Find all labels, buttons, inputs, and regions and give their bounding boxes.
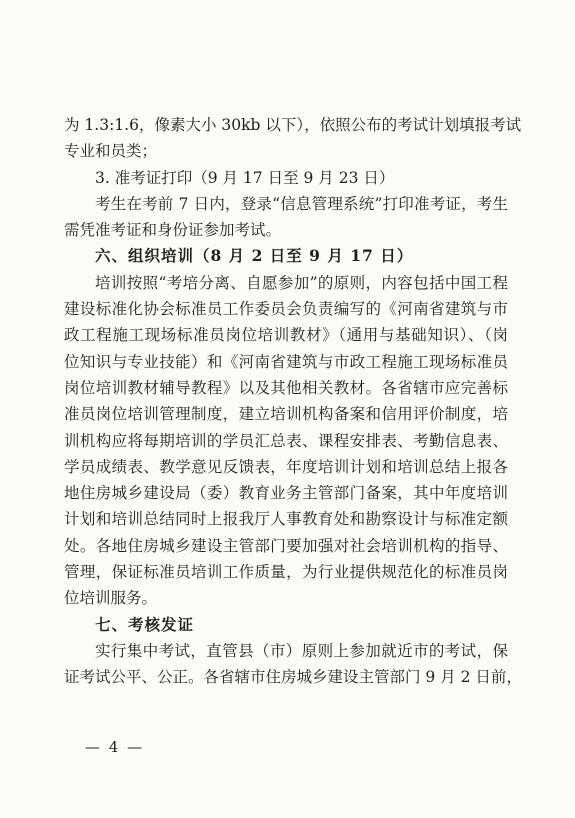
subsection-heading: 3. 准考证打印（9 月 17 日至 9 月 23 日）: [95, 168, 395, 187]
text-line: 建设标准化协会标准员工作委员会负责编写的《河南省建筑与市: [64, 300, 508, 319]
text-line: 计划和培训总结同时上报我厅人事教育处和勘察设计与标准定额: [64, 510, 508, 529]
section-heading-7: 七、考核发证: [95, 614, 195, 634]
text-line: 准员岗位培训管理制度，建立培训机构备案和信用评价制度，培: [64, 405, 508, 424]
document-body: [64, 112, 522, 691]
text-line: 实行集中考试，直管县（市）原则上参加就近市的考试，保: [95, 641, 508, 660]
section-heading-6: 六、组织培训（8 月 2 日至 9 月 17 日）: [95, 246, 414, 266]
text-line: 训机构应将每期培训的学员汇总表、课程安排表、考勤信息表、: [64, 431, 508, 450]
text-line: 政工程施工现场标准员岗位培训教材》（通用与基础知识）、（岗: [64, 326, 508, 345]
text-line: 专业和员类；: [64, 142, 158, 161]
text-line: 培训按照“考培分离、自愿参加”的原则，内容包括中国工程: [95, 273, 508, 292]
text-line: 地住房城乡建设局（委）教育业务主管部门备案，其中年度培训: [64, 484, 508, 503]
text-line: 处。各地住房城乡建设主管部门要加强对社会培训机构的指导、: [64, 536, 508, 555]
text-line: 管理，保证标准员培训工作质量，为行业提供规范化的标准员岗: [64, 563, 508, 582]
text-line: 学员成绩表、教学意见反馈表，年度培训计划和培训总结上报各: [64, 457, 508, 476]
page-number: — 4 —: [85, 738, 145, 756]
text-line: 为 1.3:1.6，像素大小 30kb 以下），依照公布的考试计划填报考试: [64, 116, 522, 134]
text-line: 位知识与专业技能）和《河南省建筑与市政工程施工现场标准员: [64, 352, 508, 371]
text-line: 岗位培训教材辅导教程》以及其他相关教材。各省辖市应完善标: [64, 378, 508, 397]
text-line: 位培训服务。: [64, 589, 158, 608]
text-line: 证考试公平、公正。各省辖市住房城乡建设主管部门 9 月 2 日前，: [64, 668, 522, 687]
text-line: 考生在考前 7 日内，登录“信息管理系统”打印准考证，考生: [95, 194, 508, 213]
text-line: 需凭准考证和身份证参加考试。: [64, 221, 282, 240]
